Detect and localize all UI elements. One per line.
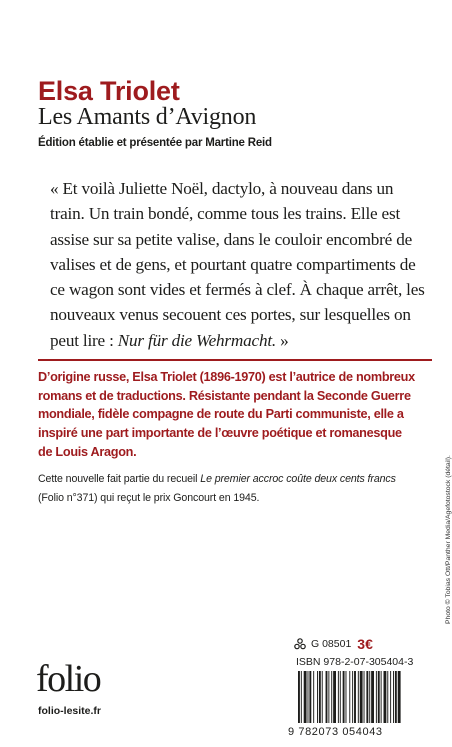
quote-line: assise sur sa petite valise, dans le couloir encombré de <box>50 229 413 249</box>
bio-line: romans et de traductions. Résistante pendant la Seconde Guerre <box>38 388 411 403</box>
barcode-bar <box>326 671 328 723</box>
barcode-bar <box>319 671 321 723</box>
quote-line: « Et voilà Juliette Noël, dactylo, à nouveau dans un <box>50 179 394 198</box>
barcode-bar <box>328 671 329 723</box>
bio-line: D’origine russe, Elsa Triolet (1896-1970) est l’autrice de nombreux <box>38 370 415 384</box>
quote-italic-phrase: Nur für die Wehrmacht. <box>117 330 277 350</box>
barcode-bar <box>371 671 374 723</box>
barcode-bar <box>369 671 370 723</box>
barcode-bar <box>381 671 382 723</box>
barcode-bar <box>384 671 387 723</box>
barcode-bar <box>313 671 314 723</box>
product-code-row <box>294 636 373 652</box>
quote-line-last <box>50 328 432 353</box>
barcode-bar <box>308 671 309 723</box>
barcode-bar <box>395 671 397 723</box>
barcode-bar <box>343 671 345 723</box>
quote-last-prefix: peut lire : <box>50 330 118 350</box>
quote-last-suffix: » <box>276 330 289 350</box>
barcode-bar <box>376 671 377 723</box>
barcode-bar <box>322 671 323 723</box>
author-biography <box>38 368 434 462</box>
barcode-bar <box>340 671 341 723</box>
book-title: Les Amants d’Avignon <box>38 104 257 130</box>
bio-line: de Louis Aragon. <box>38 444 137 459</box>
barcode-bar <box>333 671 336 723</box>
barcode-bar <box>366 671 368 723</box>
note-collection-title: Le premier accroc coûte deux cents francs <box>200 473 396 485</box>
barcode <box>288 671 436 739</box>
barcode-bar <box>346 671 347 723</box>
barcode-bar <box>352 671 353 723</box>
barcode-bar <box>317 671 318 723</box>
barcode-bar <box>309 671 311 723</box>
barcode-bar <box>331 671 332 723</box>
barcode-bar <box>338 671 339 723</box>
barcode-bar <box>304 671 307 723</box>
bio-line: inspiré une part importante de l’œuvre poétique et romanesque <box>38 426 402 441</box>
excerpt-quote <box>50 176 432 353</box>
edition-credit: Édition établie et présentée par Martine Reid <box>38 137 272 149</box>
quote-line: ce wagon sont vides et fermés à clef. À chaque arrêt, les <box>50 280 425 300</box>
barcode-bar <box>393 671 394 723</box>
folio-logo: folio <box>36 658 101 700</box>
triangle-code-icon <box>294 638 306 650</box>
barcode-bar <box>398 671 401 723</box>
bio-line: mondiale, fidèle compagne de route du Parti communiste, elle a <box>38 407 404 422</box>
collection-note <box>38 470 434 507</box>
note-line <box>38 470 434 489</box>
quote-line: valises et de gens, et pourtant quatre compartiments de <box>50 254 416 274</box>
product-code: G 08501 <box>311 638 352 650</box>
publisher-website: folio-lesite.fr <box>38 705 102 717</box>
barcode-bar <box>360 671 363 723</box>
price-tag: 3€ <box>357 636 373 652</box>
note-line: (Folio n°371) qui reçut le prix Goncourt en 1945. <box>38 491 260 504</box>
barcode-bar <box>378 671 380 723</box>
section-divider <box>38 359 432 361</box>
barcode-bar <box>298 671 300 723</box>
author-name: Elsa Triolet <box>38 76 180 106</box>
barcode-bar <box>364 671 365 723</box>
barcode-bar <box>390 671 391 723</box>
photo-credit: Photo © Tobias Ott/Panther Media/Agefotostock (détail). <box>445 455 452 624</box>
barcode-bar <box>354 671 356 723</box>
barcode-bar <box>349 671 350 723</box>
isbn-number: ISBN 978-2-07-305404-3 <box>296 656 414 668</box>
barcode-bar <box>358 671 359 723</box>
barcode-bars <box>288 671 436 727</box>
quote-line: nouveaux venus secouent ces portes, sur lesquelles on <box>50 305 411 325</box>
quote-line: train. Un train bondé, comme tous les trains. Elle est <box>50 204 401 224</box>
barcode-bar <box>387 671 388 723</box>
barcode-bar <box>301 671 302 723</box>
barcode-number: 9 782073 054043 <box>288 726 383 738</box>
note-prefix: Cette nouvelle fait partie du recueil <box>38 473 201 485</box>
